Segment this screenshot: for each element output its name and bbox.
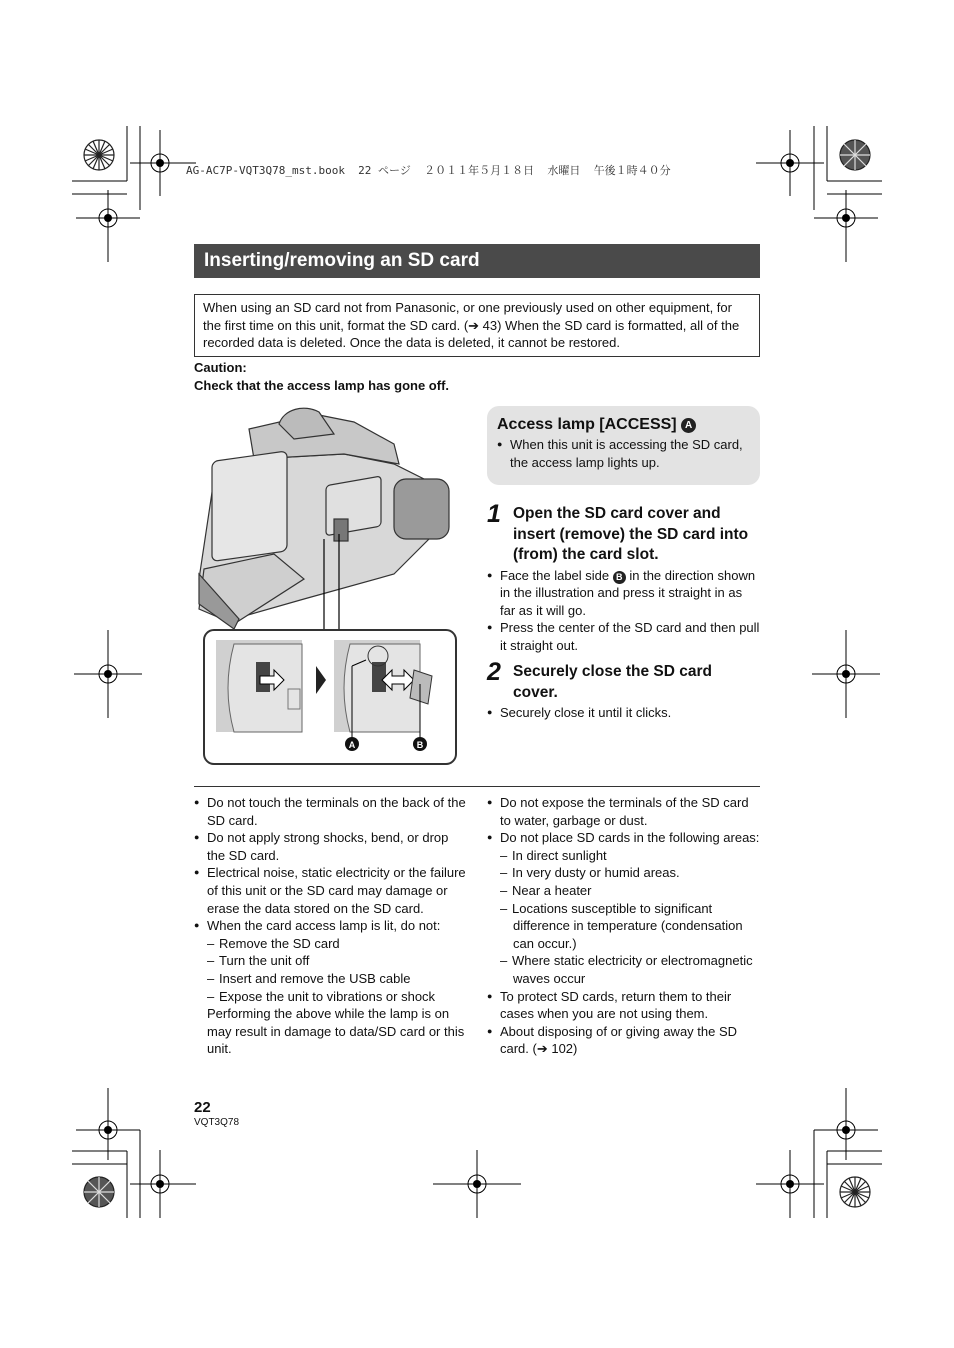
step-2-number: 2	[487, 658, 501, 686]
dash-right-2: – In very dusty or humid areas.	[500, 865, 680, 881]
caution-label: Caution:	[194, 360, 247, 375]
page-number: 22	[194, 1099, 211, 1116]
note-left-4: ● When the card access lamp is lit, do not:	[194, 917, 469, 935]
step-1-bullet-1-before: Face the label side	[500, 567, 613, 583]
illustration-label-b: B	[416, 740, 424, 750]
dash-right-2-text: In very dusty or humid areas.	[512, 865, 680, 881]
marker-b: B	[613, 571, 626, 584]
dash-right-4: – Locations susceptible to significant difference in temperature (condensation can occur.)	[500, 900, 743, 951]
step-1-number: 1	[487, 500, 501, 528]
note-right-1: ● Do not expose the terminals of the SD card to water, garbage or dust.	[487, 794, 760, 829]
format-notice-box: When using an SD card not from Panasonic, or one previously used on other equipment, for the first time on this unit, format the SD card. (➔ 43) When the SD card is formatted, all of the recorded data is deleted. Once the data is deleted, it cannot be restored.	[194, 294, 760, 357]
note-right-3: ● To protect SD cards, return them to their cases when you are not using them.	[487, 988, 760, 1023]
dash-right-3: – Near a heater	[500, 882, 592, 898]
dash-left-2: – Turn the unit off	[207, 953, 310, 969]
notes-left-column	[194, 794, 469, 1058]
access-lamp-title-text: Access lamp [ACCESS]	[497, 416, 677, 433]
page-code: VQT3Q78	[194, 1117, 240, 1128]
step-1-title: Open the SD card cover and insert (remove) the SD card into (from) the card slot.	[513, 505, 749, 563]
caution-block	[194, 359, 449, 395]
step-2-title: Securely close the SD card cover.	[513, 663, 713, 701]
dash-left-4: – Expose the unit to vibrations or shock	[207, 988, 436, 1004]
step-1	[487, 500, 760, 654]
print-header: AG-AC7P-VQT3Q78_mst.book 22 ページ ２０１１年５月１８日 水曜日 午後１時４０分	[186, 164, 671, 177]
step-1-bullet-2: ● Press the center of the SD card and then pull it straight out.	[487, 619, 760, 654]
note-right-2: ● Do not place SD cards in the following areas:	[487, 829, 760, 847]
dash-right-4-text: Locations susceptible to significant difference in temperature (condensation can occur.)	[512, 900, 743, 951]
access-lamp-bullet: ● When this unit is accessing the SD card, the access lamp lights up.	[497, 436, 750, 471]
dash-right-5: – Where static electricity or electromagnetic waves occur	[500, 953, 753, 986]
note-right-4: ● About disposing of or giving away the SD card. (➔ 102)	[487, 1023, 760, 1058]
dash-left-4-text: Expose the unit to vibrations or shock	[219, 988, 436, 1004]
dash-left-3: – Insert and remove the USB cable	[207, 970, 411, 986]
dash-left-3-text: Insert and remove the USB cable	[219, 970, 411, 986]
caution-text: Check that the access lamp has gone off.	[194, 378, 450, 393]
dash-right-5-text: Where static electricity or electromagnetic waves occur	[512, 953, 753, 986]
dash-right-1: – In direct sunlight	[500, 847, 607, 863]
note-left-1: ● Do not touch the terminals on the back of the SD card.	[194, 794, 469, 829]
notes-right-column	[487, 794, 760, 1058]
note-left-3: ● Electrical noise, static electricity or the failure of this unit or the SD card may damage or erase the data stored on the SD card.	[194, 864, 469, 917]
dash-left-2-text: Turn the unit off	[219, 953, 310, 969]
access-lamp-box	[487, 406, 760, 485]
illustration-label-a: A	[348, 740, 356, 750]
step-1-bullet-1	[487, 567, 760, 620]
dash-right-1-text: In direct sunlight	[512, 847, 607, 863]
step-1-bullet-1-after: in the direction shown in the illustration and press it straight in as far as it will go.	[500, 567, 756, 618]
step-2	[487, 658, 760, 722]
note-left-2: ● Do not apply strong shocks, bend, or drop the SD card.	[194, 829, 469, 864]
camera-illustration	[194, 404, 464, 768]
section-title: Inserting/removing an SD card	[194, 244, 760, 278]
dash-right-3-text: Near a heater	[512, 882, 592, 898]
dash-left-1: – Remove the SD card	[207, 935, 340, 951]
note-left-tail: Performing the above while the lamp is on may result in damage to data/SD card or this unit.	[207, 1006, 465, 1057]
marker-a: A	[681, 418, 696, 433]
access-lamp-title	[497, 416, 750, 434]
section-divider	[194, 786, 760, 787]
step-2-bullet-1: ● Securely close it until it clicks.	[487, 704, 760, 722]
dash-left-1-text: Remove the SD card	[219, 935, 340, 951]
